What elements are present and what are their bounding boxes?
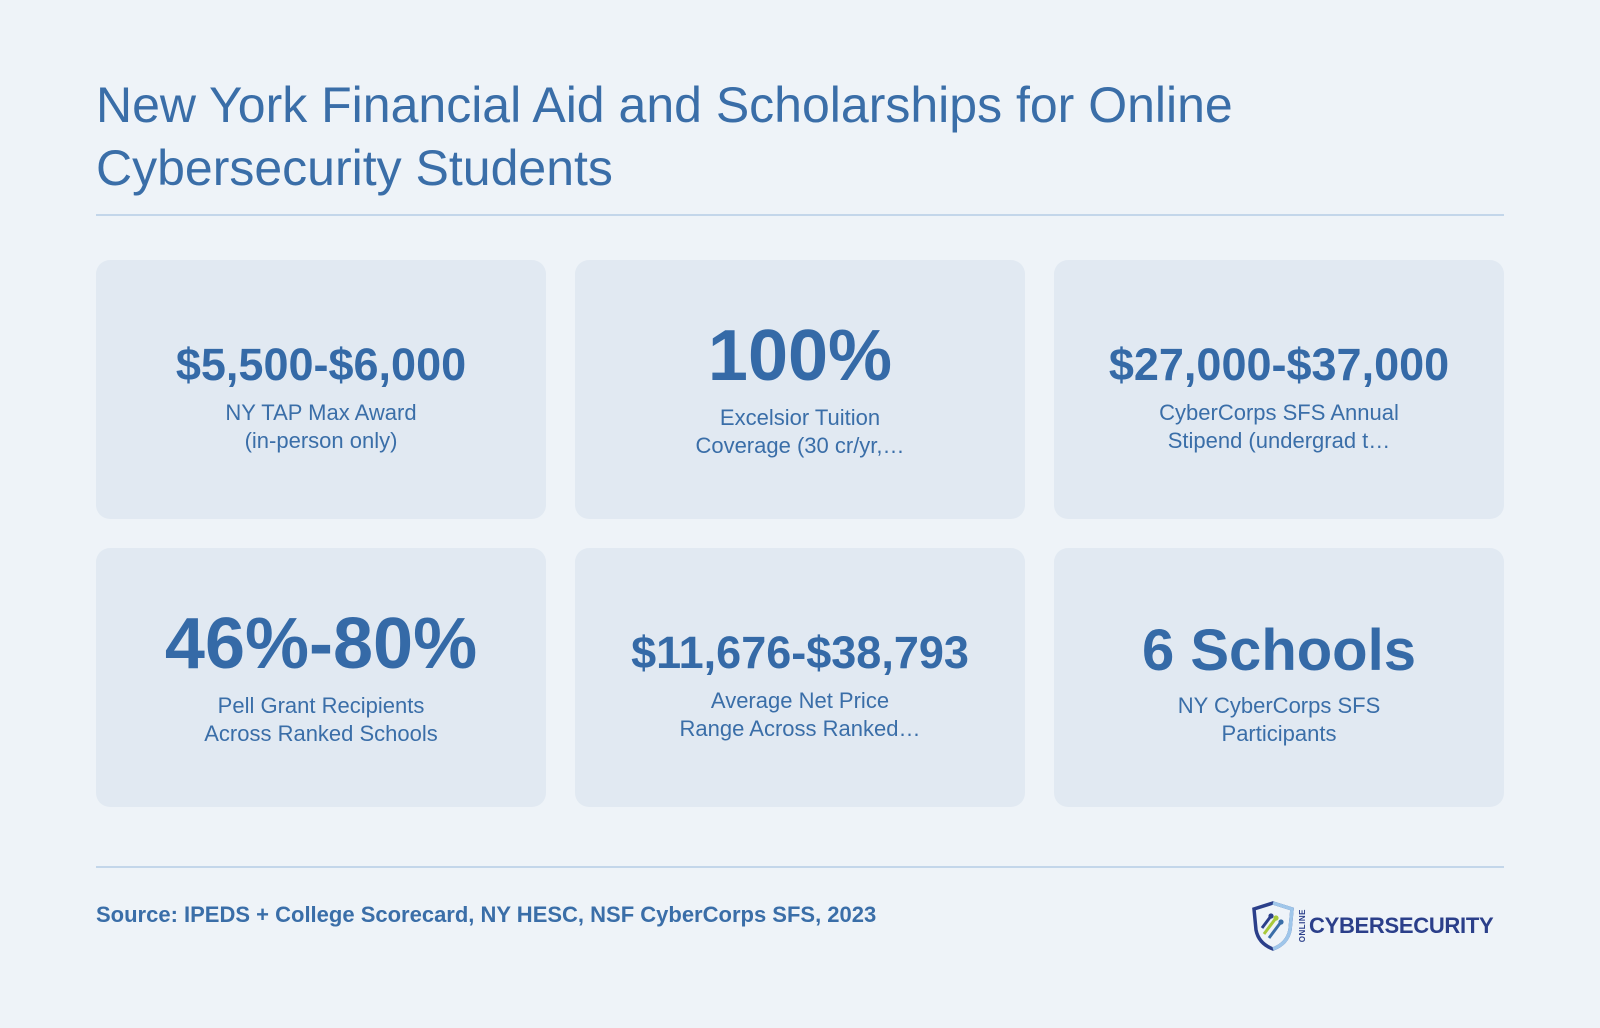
stat-card-tap-award [96, 260, 546, 519]
title-divider [96, 214, 1504, 216]
stat-label: Average Net Price Range Across Ranked… [679, 688, 921, 741]
stat-label: Pell Grant Recipients Across Ranked Schools [204, 692, 438, 746]
stat-label: Excelsior Tuition Coverage (30 cr/yr,… [695, 404, 905, 458]
stat-value: $27,000-$37,000 [1108, 339, 1450, 390]
page-title: New York Financial Aid and Scholarships for Online Cybersecurity Students [96, 77, 1233, 196]
stat-label: CyberCorps SFS Annual Stipend (undergrad t… [1159, 400, 1399, 453]
stat-card-sfs-stipend [1054, 260, 1504, 519]
shield-circuit-icon [1250, 900, 1296, 952]
stat-card-sfs-schools [1054, 548, 1504, 807]
stat-value: 6 Schools [1142, 617, 1416, 683]
stat-value: 46%-80% [164, 603, 478, 684]
stat-value: $11,676-$38,793 [631, 627, 969, 678]
stat-card-excelsior [575, 260, 1025, 519]
brand-logo [1250, 900, 1493, 952]
stat-label: NY TAP Max Award (in-person only) [225, 400, 417, 453]
logo-wordmark: CYBERSECURITY [1309, 913, 1494, 938]
stats-grid [96, 260, 1504, 807]
footer-divider [96, 866, 1504, 868]
stat-label: NY CyberCorps SFS Participants [1177, 692, 1381, 746]
logo-online-text: ONLINE [1298, 909, 1307, 943]
stat-card-pell [96, 548, 546, 807]
stat-card-net-price [575, 548, 1025, 807]
stat-value: 100% [707, 315, 893, 396]
stat-value: $5,500-$6,000 [175, 339, 467, 390]
source-note: Source: IPEDS + College Scorecard, NY HESC, NSF CyberCorps SFS, 2023 [96, 902, 877, 927]
